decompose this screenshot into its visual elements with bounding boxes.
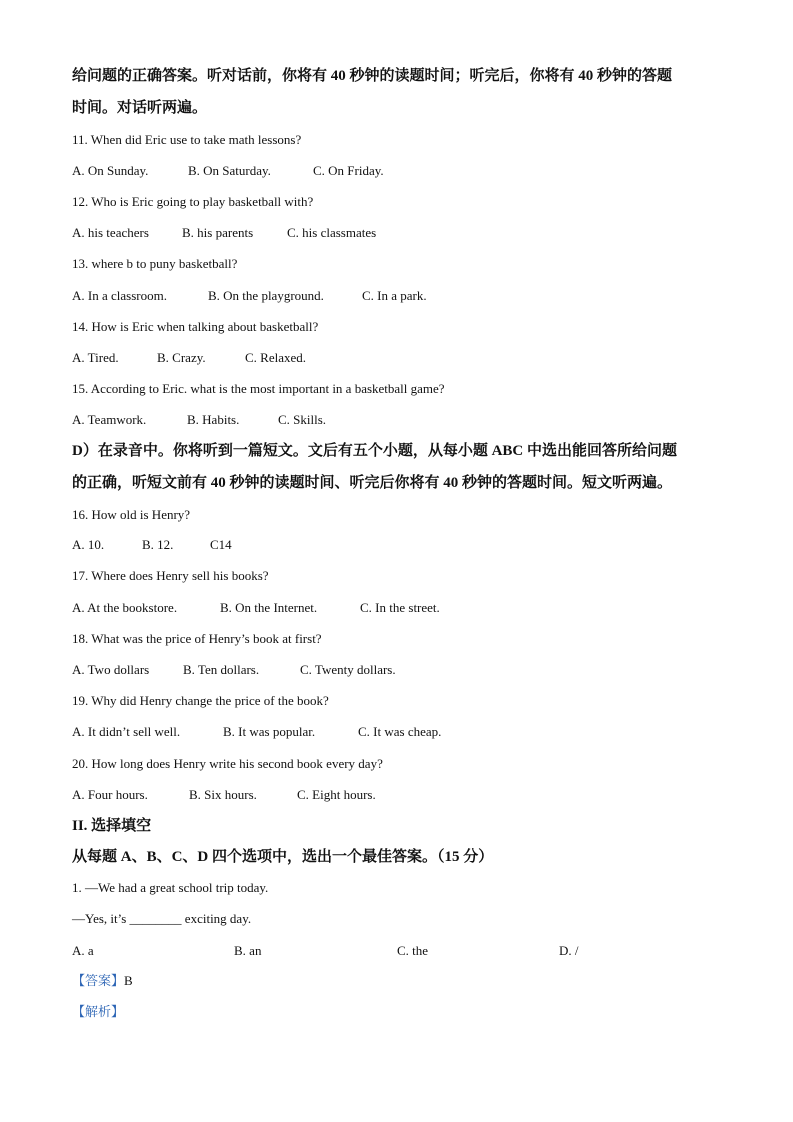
question-17: 17. Where does Henry sell his books? xyxy=(72,568,269,583)
option-13-b: B. On the playground. xyxy=(208,288,324,303)
question-15: 15. According to Eric. what is the most important in a basketball game? xyxy=(72,381,445,396)
option-11-b: B. On Saturday. xyxy=(188,163,271,178)
section-2-title: II. 选择填空 xyxy=(72,818,152,834)
option-15-a: A. Teamwork. xyxy=(72,412,147,427)
intro-line-2: 时间。对话听两遍。 xyxy=(72,100,208,116)
option-13-a: A. In a classroom. xyxy=(72,288,167,303)
question-11: 11. When did Eric use to take math lessons? xyxy=(72,132,302,147)
option-11-a: A. On Sunday. xyxy=(72,163,149,178)
option-19-c: C. It was cheap. xyxy=(358,724,442,739)
question-12: 12. Who is Eric going to play basketball with? xyxy=(72,194,314,209)
option-1-d: D. / xyxy=(559,943,579,958)
options-11 xyxy=(72,163,384,179)
section-d-line-1: D）在录音中。你将听到一篇短文。文后有五个小题，从每小题 ABC 中选出能回答所给问题 xyxy=(72,443,678,459)
option-16-a: A. 10. xyxy=(72,537,105,552)
options-17 xyxy=(72,600,440,616)
option-15-c: C. Skills. xyxy=(278,412,327,427)
option-13-c: C. In a park. xyxy=(362,288,427,303)
option-14-a: A. Tired. xyxy=(72,350,119,365)
option-18-b: B. Ten dollars. xyxy=(183,662,260,677)
question-18: 18. What was the price of Henry’s book at first? xyxy=(72,631,322,646)
question-13: 13. where b to puny basketball? xyxy=(72,256,238,271)
option-17-a: A. At the bookstore. xyxy=(72,600,178,615)
options-19 xyxy=(72,724,441,740)
options-16 xyxy=(72,537,232,553)
option-12-b: B. his parents xyxy=(182,225,254,240)
option-12-c: C. his classmates xyxy=(287,225,377,240)
option-19-a: A. It didn’t sell well. xyxy=(72,724,181,739)
options-12 xyxy=(72,225,376,241)
options-13 xyxy=(72,288,427,304)
option-16-b: B. 12. xyxy=(142,537,174,552)
option-1-a: A. a xyxy=(72,943,94,958)
option-20-a: A. Four hours. xyxy=(72,787,148,802)
option-15-b: B. Habits. xyxy=(187,412,240,427)
option-16-c: C14 xyxy=(210,537,232,552)
option-18-a: A. Two dollars xyxy=(72,662,150,677)
option-1-c: C. the xyxy=(397,943,429,958)
options-20 xyxy=(72,787,376,803)
option-14-b: B. Crazy. xyxy=(157,350,206,365)
option-18-c: C. Twenty dollars. xyxy=(300,662,396,677)
option-12-a: A. his teachers xyxy=(72,225,149,240)
option-1-b: B. an xyxy=(234,943,262,958)
question-1-line-1: 1. —We had a great school trip today. xyxy=(72,880,269,895)
option-19-b: B. It was popular. xyxy=(223,724,316,739)
answer-line xyxy=(72,973,133,989)
option-17-c: C. In the street. xyxy=(360,600,440,615)
options-14 xyxy=(72,350,306,366)
option-20-b: B. Six hours. xyxy=(189,787,257,802)
option-17-b: B. On the Internet. xyxy=(220,600,318,615)
question-14: 14. How is Eric when talking about basketball? xyxy=(72,319,319,334)
answer-label: 【答案】 xyxy=(72,973,125,988)
options-1 xyxy=(72,943,579,959)
section-d-line-2: 的正确，听短文前有 40 秒钟的读题时间、听完后你将有 40 秒钟的答题时间。短文听两遍。 xyxy=(72,475,673,491)
analysis-line xyxy=(72,1004,124,1020)
answer-value: B xyxy=(124,973,133,988)
question-1-line-2: —Yes, it’s ________ exciting day. xyxy=(72,911,252,926)
analysis-label: 【解析】 xyxy=(72,1004,125,1019)
options-15 xyxy=(72,412,326,428)
option-11-c: C. On Friday. xyxy=(313,163,384,178)
question-19: 19. Why did Henry change the price of the book? xyxy=(72,693,329,708)
section-2-instruction: 从每题 A、B、C、D 四个选项中，选出一个最佳答案。（15 分） xyxy=(72,849,494,865)
option-20-c: C. Eight hours. xyxy=(297,787,376,802)
options-18 xyxy=(72,662,396,678)
intro-line-1: 给问题的正确答案。听对话前，你将有 40 秒钟的读题时间；听完后，你将有 40 秒钟的答题 xyxy=(72,68,673,84)
option-14-c: C. Relaxed. xyxy=(245,350,307,365)
question-20: 20. How long does Henry write his second book every day? xyxy=(72,756,383,771)
question-16: 16. How old is Henry? xyxy=(72,507,191,522)
